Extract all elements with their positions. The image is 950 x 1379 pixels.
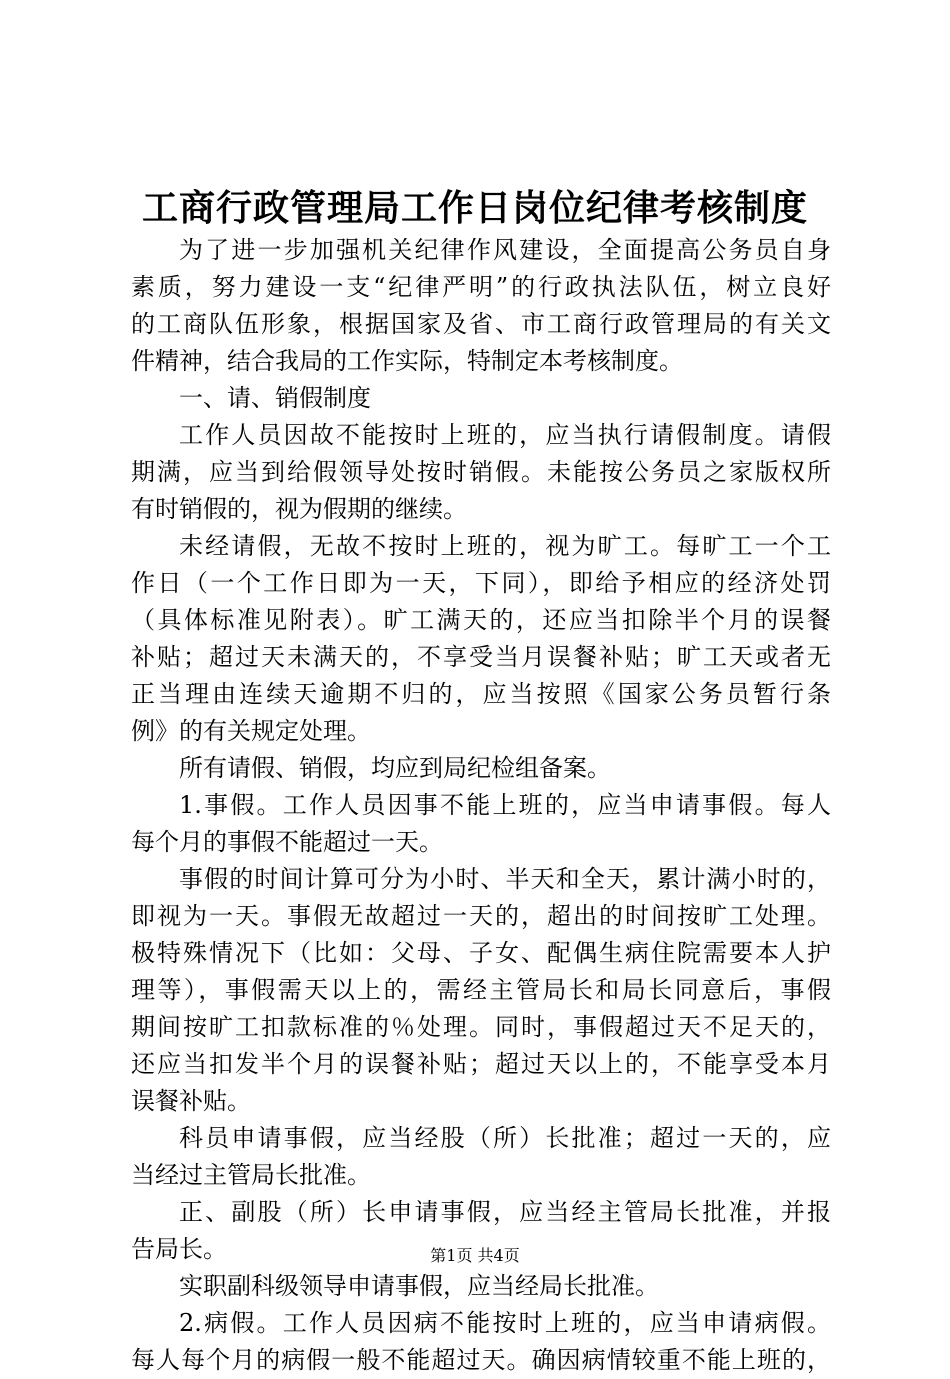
paragraph-line: 误餐补贴。 [131, 1087, 251, 1115]
paragraph-line: 未经请假，无故不按时上班的，视为旷工。每旷工一个工 [179, 532, 831, 560]
paragraph-line: 实职副科级领导申请事假，应当经局长批准。 [179, 1272, 659, 1300]
paragraph-line: 为了进一步加强机关纪律作风建设，全面提高公务员自身 [179, 236, 831, 264]
paragraph-line: 例》的有关规定处理。 [131, 717, 371, 745]
paragraph-line: 有时销假的，视为假期的继续。 [131, 495, 467, 523]
page-number: 第1页 共4页 [430, 1246, 520, 1265]
paragraph-line: 每个月的事假不能超过一天。 [131, 828, 443, 856]
paragraph-line: 2.病假。工作人员因病不能按时上班的，应当申请病假。 [179, 1309, 831, 1337]
paragraph-line: 还应当扣发半个月的误餐补贴；超过天以上的，不能享受本月 [131, 1050, 831, 1078]
paragraph-line: 极特殊情况下（比如：父母、子女、配偶生病住院需要本人护 [131, 939, 831, 967]
paragraph-line: 事假的时间计算可分为小时、半天和全天，累计满小时的， [179, 865, 831, 893]
paragraph-line: 正、副股（所）长申请事假，应当经主管局长批准，并报 [179, 1198, 831, 1226]
paragraph-line: 即视为一天。事假无故超过一天的，超出的时间按旷工处理。 [131, 902, 831, 930]
paragraph-line: 期间按旷工扣款标准的％处理。同时，事假超过天不足天的， [131, 1013, 831, 1041]
section-heading: 一、请、销假制度 [179, 384, 371, 412]
paragraph-line: 件精神，结合我局的工作实际，特制定本考核制度。 [131, 347, 683, 375]
paragraph-line: 作日（一个工作日即为一天，下同），即给予相应的经济处罚 [131, 569, 831, 597]
paragraph-line: 工作人员因故不能按时上班的，应当执行请假制度。请假 [179, 421, 831, 449]
document-title: 工商行政管理局工作日岗位纪律考核制度 [141, 187, 808, 229]
paragraph-line: 每人每个月的病假一般不能超过天。确因病情较重不能上班的， [131, 1346, 831, 1374]
paragraph-line: （具体标准见附表）。旷工满天的，还应当扣除半个月的误餐 [131, 606, 831, 634]
paragraph-line: 的工商队伍形象，根据国家及省、市工商行政管理局的有关文 [131, 310, 831, 338]
document-body [131, 232, 831, 1379]
paragraph-line: 理等），事假需天以上的，需经主管局长和局长同意后，事假 [131, 976, 831, 1004]
paragraph-line: 期满，应当到给假领导处按时销假。未能按公务员之家版权所 [131, 458, 831, 486]
paragraph-line: 当经过主管局长批准。 [131, 1161, 371, 1189]
paragraph-line: 素质，努力建设一支“纪律严明”的行政执法队伍，树立良好 [131, 273, 831, 301]
paragraph-line: 补贴；超过天未满天的，不享受当月误餐补贴；旷工天或者无 [131, 643, 831, 671]
paragraph-line: 告局长。 [131, 1235, 227, 1263]
paragraph-line: 所有请假、销假，均应到局纪检组备案。 [179, 754, 611, 782]
paragraph-line: 正当理由连续天逾期不归的，应当按照《国家公务员暂行条 [131, 680, 831, 708]
paragraph-line: 科员申请事假，应当经股（所）长批准；超过一天的，应 [179, 1124, 831, 1152]
paragraph-line: 1.事假。工作人员因事不能上班的，应当申请事假。每人 [179, 791, 831, 819]
